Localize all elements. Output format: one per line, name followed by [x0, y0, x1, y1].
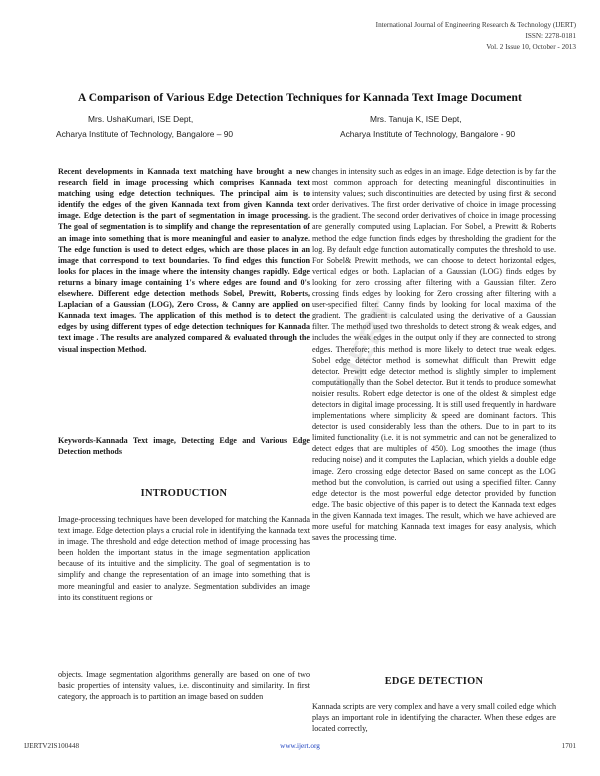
- introduction-heading: INTRODUCTION: [140, 488, 228, 499]
- journal-issn: ISSN: 2278-0181: [525, 31, 576, 40]
- footer-website-link[interactable]: www.ijert.org: [280, 742, 320, 750]
- author-2-name: Mrs. Tanuja K, ISE Dept,: [370, 114, 462, 124]
- introduction-paragraph-1: Image-processing techniques have been developed for matching the Kannada text image. Edge detection plays a crucial role in identifying the kannada text in image. The threshold and edge detection method of image processing has been holden the important status in the image segmentation application because of its intuitive and the simplicity. The goal of segmentation is to simplify and change the representation of an image into something that is more meaningful and easier to analyze. Segmentation subdivides an image into its constituent regions or: [58, 515, 310, 602]
- journal-name: International Journal of Engineering Research & Technology (IJERT): [375, 21, 576, 29]
- footer-page-number: 1701: [561, 742, 576, 750]
- journal-header: [276, 20, 576, 52]
- keywords: Keywords-Kannada Text image, Detecting Edge and Various Edge Detection methods: [58, 436, 310, 457]
- introduction-paragraph-2: objects. Image segmentation algorithms generally are based on one of two basic properties of intensity values, i.e. discontinuity and similarity. In first category, the approach is to partition an image based on sudden: [58, 670, 310, 702]
- author-1: [56, 112, 233, 142]
- edge-detection-heading: EDGE DETECTION: [384, 676, 484, 687]
- paper-title: A Comparison of Various Edge Detection Techniques for Kannada Text Image Document: [78, 92, 522, 104]
- right-column-paragraph: changes in intensity such as edges in an image. Edge detection is by far the most common approach for detecting meaningful discontinuities in intensity values; such discontinuities are detected by using first & second order derivatives. The first order derivative of choice in image processing is the gradient. The second order derivatives of choice in image processing are generally computed using Laplacian. For Sobel, a Prewitt & Roberts method the edge function finds edges by thresholding the gradient for the log. By default edge function automatically computes the threshold to use. For Sobel& Prewitt methods, we can choose to detect horizontal edges, vertical edges or both. Laplacian of a Gaussian (LOG) finds edges by looking for zero crossing after filtering with a Gaussian filter. Zero crossing finds edges by looking for Zero crossing after filtering with a user-specified filter. Canny finds by looking for local maxima of the gradient. The gradient is calculated using the derivative of a Gaussian filter. The method used two thresholds to detect strong & weak edges, and includes the weak edges in the output only if they are connected to strong edges. Therefore; this method is more likely to detect true weak edges. Sobel edge detector method is somewhat difficult than Prewitt edge detector. Prewitt edge detector method is slightly simpler to implement computationally than the Sobel detector. But it tends to produce somewhat noisier results. Robert edge detector is one of the oldest & simplest edge detectors in digital image processing. It is still used frequently in hardware implementations where simplicity & speed are dominant factors. This detector is used considerably less than the others. Due to in part to its limited functionality (i.e. it is not symmetric and can not be generalized to detect edges that are multiples of 450). Log smoothes the image (thus reducing noise) and it computes the Laplacian, which yields a double edge image. Zero crossing edge detector Based on same concept as the LOG method but the convolution, is carried out using a specified filter. Canny edge detector is the most powerful edge detector provided by function edge. The basic objective of this paper is to detect the Kannada text edges in the given Kannada text images. The result, which we have achieved are more useful for matching Kannada text images for easy analysis, which saves the processing time.: [312, 167, 556, 543]
- author-1-name: Mrs. UshaKumari, ISE Dept,: [88, 114, 194, 124]
- author-1-affiliation: Acharya Institute of Technology, Bangalore – 90: [56, 129, 234, 139]
- footer-paper-id: IJERTV2IS100448: [24, 742, 80, 750]
- footer-website: [0, 742, 600, 750]
- author-2: [340, 112, 515, 142]
- author-2-affiliation: Acharya Institute of Technology, Bangalore - 90: [340, 129, 516, 139]
- journal-volume: Vol. 2 Issue 10, October - 2013: [486, 42, 576, 51]
- watermark: IJERT: [330, 295, 403, 395]
- edge-detection-paragraph: Kannada scripts are very complex and have a very small coiled edge which plays an important role in identifying the character. When these edges are located correctly,: [312, 702, 556, 734]
- abstract: Recent developments in Kannada text matching have brought a new research field in image processing which comprises Kannada text matching using edge detection techniques. The principal aim is to identify the edges of the given Kannada text from given Kannda text image. Edge detection is the part of segmentation in image processing. The goal of segmentation is to simplify and change the representation of an image into something that is more meaningful and easier to analyze. The edge function is used to detect edges, which are those places in an image that correspond to text boundaries. To find edges this function looks for places in the image where the intensity changes rapidly. Edge returns a binary image containing 1's where edges are found and 0's elsewhere. Different edge detection methods Sobel, Prewitt, Roberts, Laplacian of a Gaussian (LOG), Zero Cross, & Canny are applied on Kannada text images. The application of this method is to detect the edges by using different types of edge detection techniques for Kannada text image . The results are analyzed compared & evaluated through the visual inspection Method.: [58, 167, 310, 354]
